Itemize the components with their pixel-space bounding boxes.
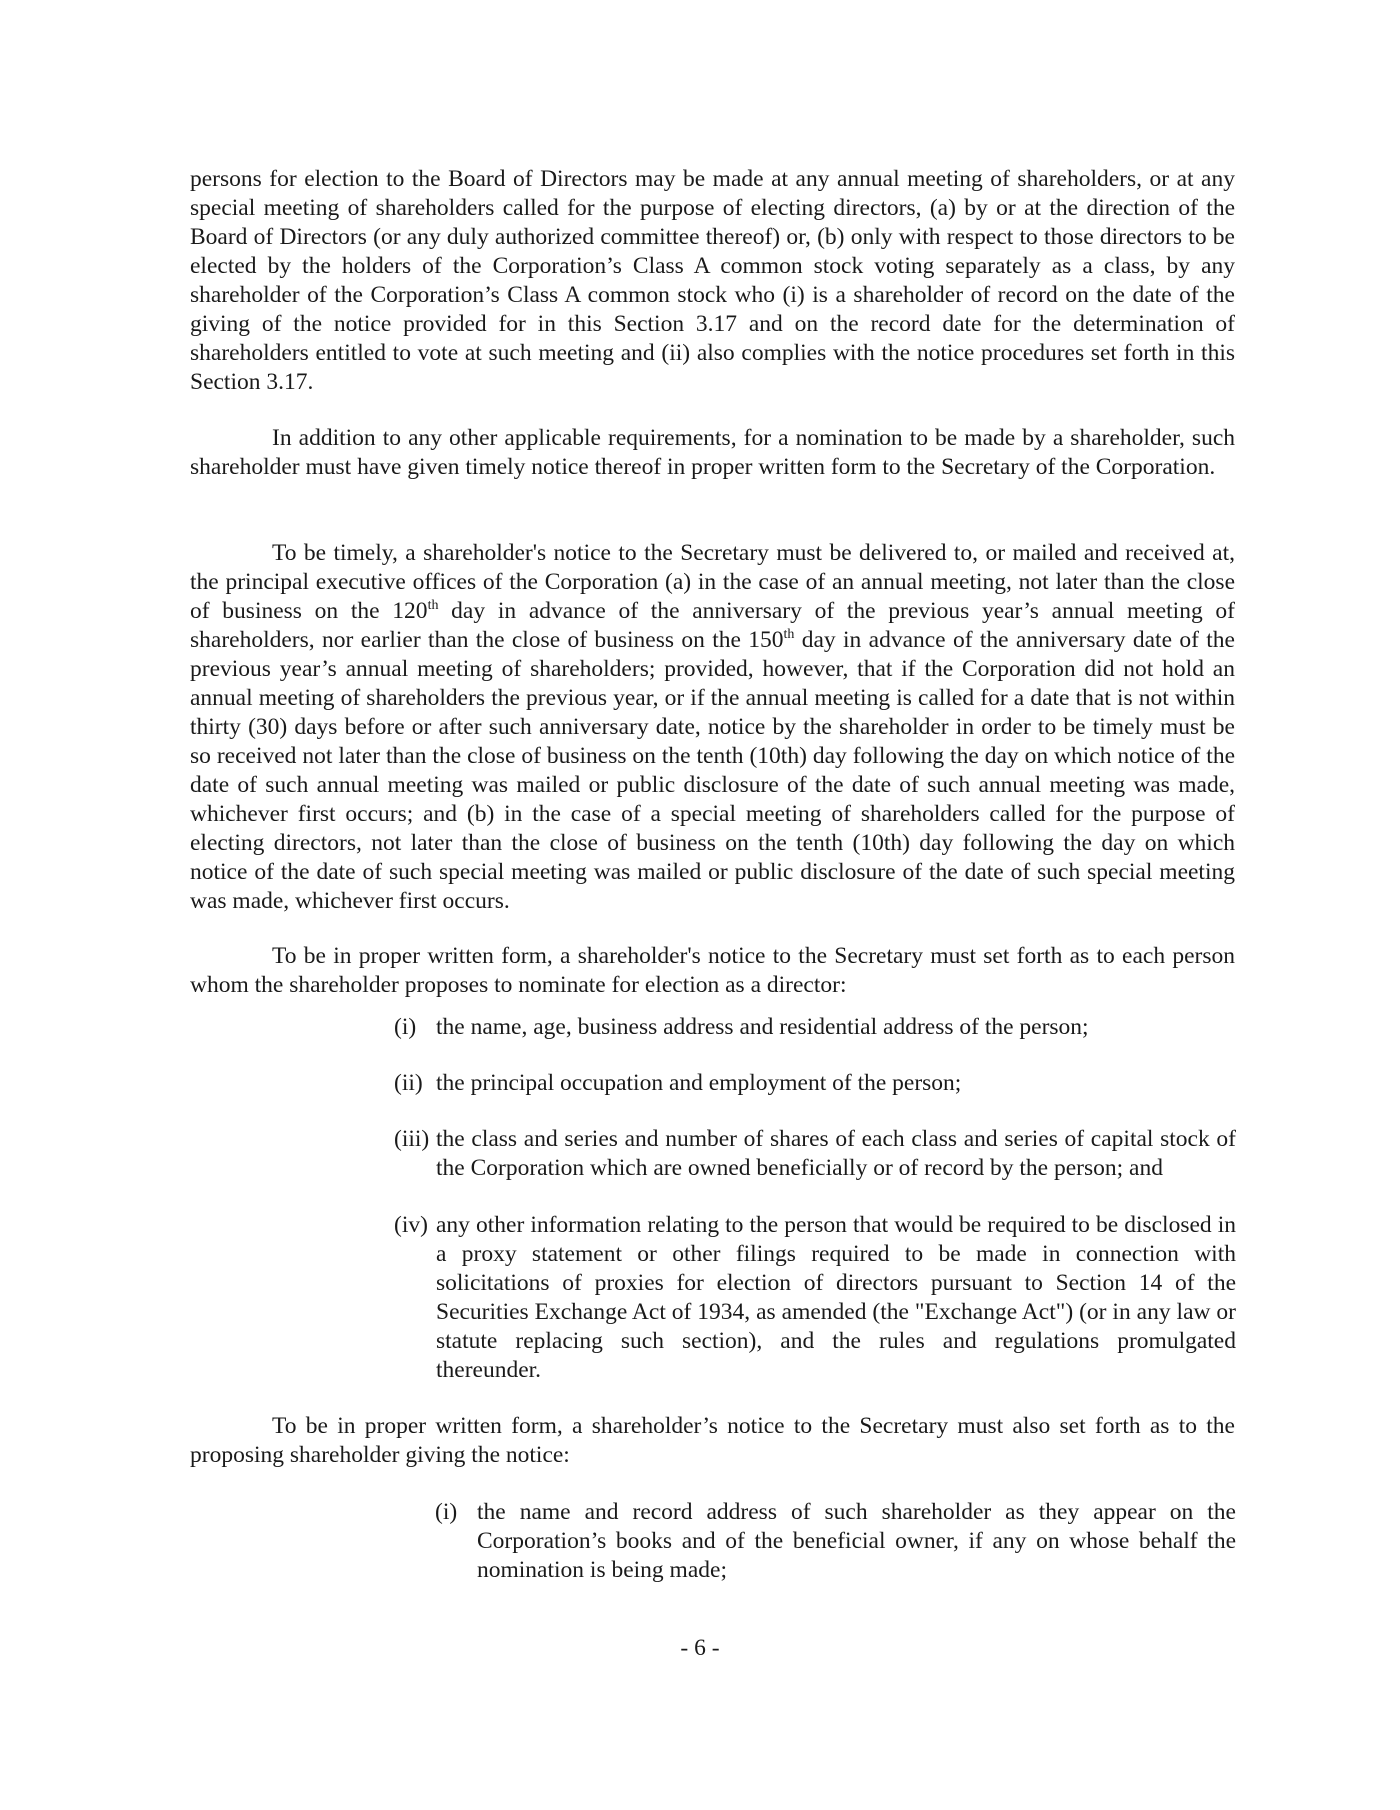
- paragraph-written-form-nominee: To be in proper written form, a shareholder's notice to the Secretary must set forth as to each person whom the shareholder proposes to nominate for election as a director:: [190, 943, 1235, 998]
- ordinal-suffix-2: th: [783, 627, 795, 643]
- list-item: [394, 1211, 1236, 1385]
- list-item-number: (ii): [394, 1070, 423, 1096]
- list-item-number: (i): [435, 1499, 458, 1525]
- paragraph-notice-requirement: In addition to any other applicable requirements, for a nomination to be made by a shareholder, such shareholder must have given timely notice thereof in proper written form to the Secretary of the Corporation.: [190, 425, 1235, 480]
- list-item-number: (iv): [394, 1212, 428, 1238]
- list-item-number: (iii): [394, 1126, 430, 1152]
- timeliness-text-2: day in advance of the anniversary of the previous year’s annual meeting of shareholders, nor earlier than the close of business on the 150: [190, 598, 1235, 653]
- list-item-text: the principal occupation and employment of the person;: [436, 1070, 962, 1096]
- list-item: [394, 1013, 1236, 1042]
- page-number: - 6 -: [680, 1635, 720, 1661]
- list-item: [435, 1498, 1236, 1585]
- paragraph-timeliness: [190, 539, 1235, 916]
- list-item-text: the class and series and number of shares of each class and series of capital stock of the Corporation which are owned beneficially or of record by the person; and: [436, 1126, 1236, 1181]
- timeliness-text-1: To be timely, a shareholder's notice to the Secretary must be delivered to, or mailed and received at, the principal executive offices of the Corporation (a) in the case of an annual meeting, not later than the close of business on the 120: [190, 540, 1235, 624]
- list-item-number: (i): [394, 1014, 417, 1040]
- list-item-text: the name, age, business address and residential address of the person;: [436, 1014, 1089, 1040]
- paragraph-written-form-shareholder: To be in proper written form, a shareholder’s notice to the Secretary must also set forth as to the proposing shareholder giving the notice:: [190, 1413, 1235, 1468]
- paragraph-nominations: persons for election to the Board of Directors may be made at any annual meeting of shareholders, or at any special meeting of shareholders called for the purpose of electing directors, (a) by or at the direction of the Board of Directors (or any duly authorized committee thereof) or, (b) only with respect to those directors to be elected by the holders of the Corporation’s Class A common stock voting separately as a class, by any shareholder of the Corporation’s Class A common stock who (i) is a shareholder of record on the date of the giving of the notice provided for in this Section 3.17 and on the record date for the determination of shareholders entitled to vote at such meeting and (ii) also complies with the notice procedures set forth in this Section 3.17.: [190, 166, 1235, 395]
- list-item-text: the name and record address of such shareholder as they appear on the Corporation’s books and of the beneficial owner, if any on whose behalf the nomination is being made;: [477, 1499, 1236, 1583]
- list-item: [394, 1125, 1236, 1183]
- ordinal-suffix-1: th: [427, 598, 439, 614]
- list-item-text: any other information relating to the person that would be required to be disclosed in a proxy statement or other filings required to be made in connection with solicitations of proxies for election of directors pursuant to Section 14 of the Securities Exchange Act of 1934, as amended (the "Exchange Act") (or in any law or statute replacing such section), and the rules and regulations promulgated thereunder.: [436, 1212, 1236, 1383]
- timeliness-text-3: day in advance of the anniversary date of the previous year’s annual meeting of shareholders; provided, however, that if the Corporation did not hold an annual meeting of shareholders the previous year, or if the annual meeting is called for a date that is not within thirty (30) days before or after such anniversary date, notice by the shareholder in order to be timely must be so received not later than the close of business on the tenth (10th) day following the day on which notice of the date of such annual meeting was mailed or public disclosure of the date of such annual meeting was made, whichever first occurs; and (b) in the case of a special meeting of shareholders called for the purpose of electing directors, not later than the close of business on the tenth (10th) day following the day on which notice of the date of such special meeting was mailed or public disclosure of the date of such special meeting was made, whichever first occurs.: [190, 627, 1235, 914]
- list-item: [394, 1069, 1236, 1098]
